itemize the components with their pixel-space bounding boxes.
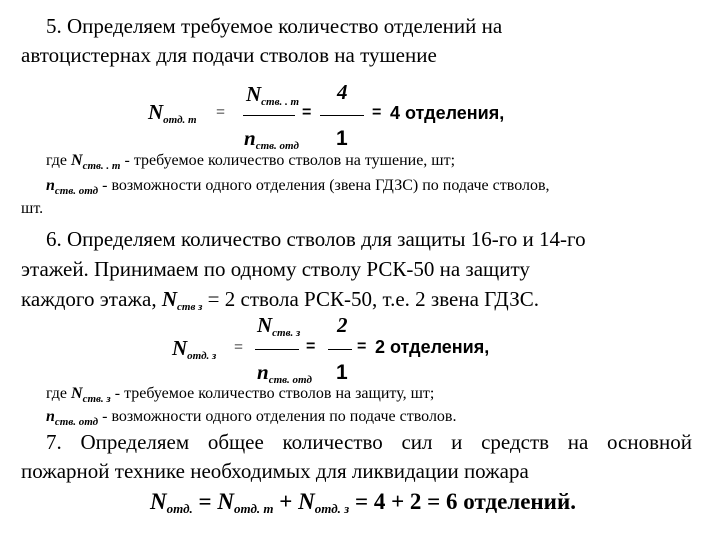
f2-eq2: = bbox=[306, 338, 316, 355]
f2-num-value: 2 bbox=[337, 313, 348, 337]
f1-fraction-bar-2 bbox=[320, 115, 364, 116]
f1-eq3: = bbox=[372, 104, 382, 121]
f2-den-value: 1 bbox=[336, 361, 348, 384]
section6-line3: каждого этажа, Nств з = 2 ствола РСК-50, т.е. 2 звена ГДЗС. bbox=[21, 287, 540, 313]
f1-eq2: = bbox=[302, 104, 312, 121]
f1-lhs: $N_{отд. т}$ bbox=[148, 100, 197, 126]
f2-numerator: $N_{ств. з}$ bbox=[257, 313, 301, 339]
f2-fraction-bar-1 bbox=[255, 349, 299, 350]
section6-line2: этажей. Принимаем по одному стволу РСК-50 на защиту bbox=[21, 257, 530, 281]
f2-lhs: $N_{отд. з}$ bbox=[172, 336, 217, 362]
section5-line1: 5. Определяем требуемое количество отделений на bbox=[46, 14, 503, 38]
formula-3: Nотд. = Nотд. т + Nотд. з = 4 + 2 = 6 отделений. bbox=[150, 489, 576, 516]
section5-line2: автоцистернах для подачи стволов на тушение bbox=[21, 43, 437, 67]
section6-line1: 6. Определяем количество стволов для защиты 16-го и 14-го bbox=[46, 227, 586, 251]
f1-den-value: 1 bbox=[336, 127, 348, 150]
section6-where2: $n_{ств. отд}$ - возможности одного отделения по подаче стволов. bbox=[46, 408, 457, 428]
section5-where1: где $N_{ств. . т}$ - требуемое количество стволов на тушение, шт; bbox=[46, 152, 456, 172]
f1-eq1: = bbox=[216, 104, 226, 121]
f1-fraction-bar-1 bbox=[243, 115, 295, 116]
section6-where1: где $N_{ств. з}$ - требуемое количество стволов на защиту, шт; bbox=[46, 385, 435, 405]
f1-numerator: $N_{ств. . т}$ bbox=[246, 82, 300, 108]
f2-eq1: = bbox=[234, 339, 244, 356]
section5-where2-tail: шт. bbox=[21, 200, 44, 217]
section7-line1: 7. Определяем общее количество сил и средств на основной bbox=[46, 430, 692, 454]
f2-eq3: = bbox=[357, 338, 367, 355]
f2-result: 2 отделения, bbox=[375, 337, 490, 357]
f2-fraction-bar-2 bbox=[328, 349, 352, 350]
section5-where2: $n_{ств. отд}$ - возможности одного отделения (звена ГДЗС) по подаче стволов, bbox=[46, 177, 550, 197]
f1-denominator: $n_{ств. отд}$ bbox=[244, 126, 299, 152]
f2-denominator: $n_{ств. отд}$ bbox=[257, 360, 312, 386]
f1-result: 4 отделения, bbox=[390, 103, 505, 123]
f1-num-value: 4 bbox=[337, 80, 348, 104]
section7-line2: пожарной технике необходимых для ликвидации пожара bbox=[21, 459, 529, 483]
